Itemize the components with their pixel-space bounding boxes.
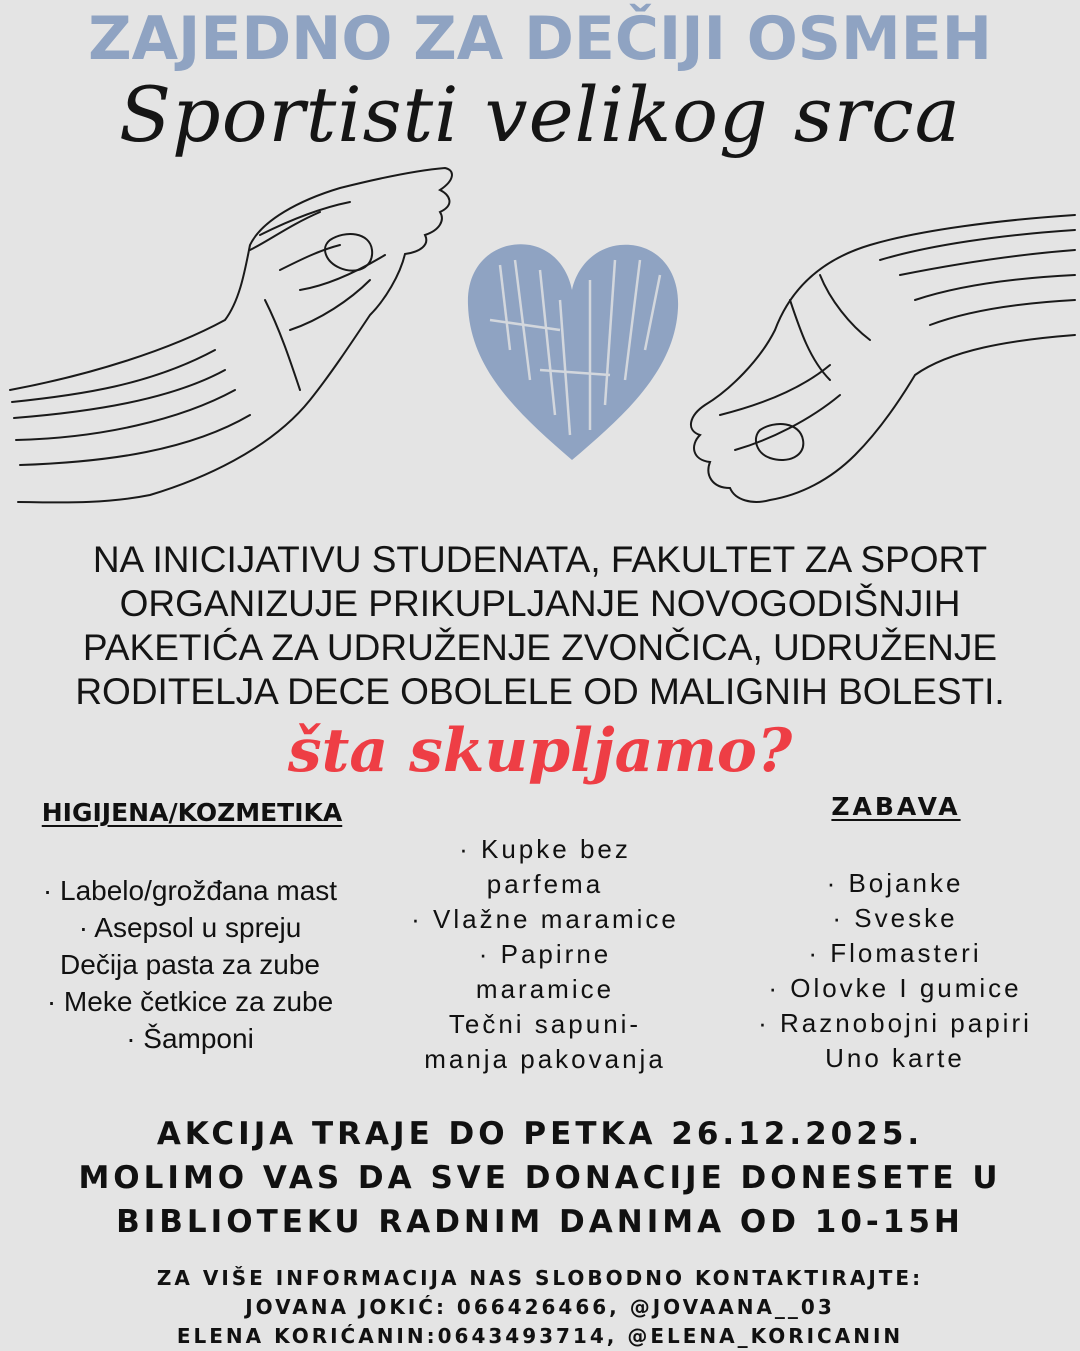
list-item: Uno karte	[825, 1043, 965, 1073]
contact-info	[20, 1264, 1060, 1351]
intro-paragraph	[20, 538, 1060, 714]
contact-line: ZA VIŠE INFORMACIJA NAS SLOBODNO KONTAKTIRAJTE:	[156, 1266, 924, 1290]
hygiene-list	[0, 872, 380, 1057]
section-question: šta skupljamo?	[287, 716, 793, 786]
intro-line: NA INICIJATIVU STUDENATA, FAKULTET ZA SPORT	[92, 539, 988, 580]
contact-line: ELENA KORIĆANIN:0643493714, @ELENA_KORICANIN	[176, 1324, 904, 1348]
intro-line: RODITELJA DECE OBOLELE OD MALIGNIH BOLESTI.	[75, 671, 1005, 712]
fun-list	[720, 866, 1070, 1076]
contact-line: JOVANA JOKIĆ: 066426466, @JOVAANA__03	[245, 1295, 835, 1319]
list-item: · Kupke bez	[459, 834, 631, 864]
fun-heading: ZABAVA	[831, 792, 961, 821]
list-item: Tečni sapuni-	[448, 1009, 642, 1039]
heart-icon	[468, 244, 678, 460]
list-item: · Raznobojni papiri	[758, 1008, 1032, 1038]
list-item: · Papirne	[478, 939, 612, 969]
list-item: maramice	[475, 974, 615, 1004]
list-item: · Šamponi	[126, 1023, 254, 1054]
deadline-line: AKCIJA TRAJE DO PETKA 26.12.2025.	[156, 1116, 924, 1152]
list-item: · Asepsol u spreju	[78, 912, 302, 943]
hygiene-heading: HIGIJENA/KOZMETIKA	[41, 798, 343, 827]
list-item: · Olovke I gumice	[768, 973, 1022, 1003]
list-item: · Sveske	[832, 903, 958, 933]
intro-line: PAKETIĆA ZA UDRUŽENJE ZVONČICA, UDRUŽENJE	[82, 627, 998, 668]
list-item: · Meke četkice za zube	[46, 986, 334, 1017]
right-hand-illustration	[691, 215, 1075, 502]
list-item: parfema	[486, 869, 604, 899]
middle-list	[380, 832, 710, 1077]
hands-illustration	[0, 150, 1080, 530]
poster-subtitle: Sportisti velikog srca	[118, 70, 961, 159]
poster-title: ZAJEDNO ZA DEČIJI OSMEH	[88, 4, 992, 74]
list-item: Dečija pasta za zube	[60, 949, 320, 980]
list-item: · Bojanke	[826, 868, 964, 898]
deadline-line: MOLIMO VAS DA SVE DONACIJE DONESETE U	[78, 1160, 1002, 1196]
left-hand-illustration	[10, 168, 452, 502]
deadline-notice	[20, 1112, 1060, 1244]
list-item: · Flomasteri	[808, 938, 982, 968]
list-item: · Labelo/grožđana mast	[42, 875, 338, 906]
intro-line: ORGANIZUJE PRIKUPLJANJE NOVOGODIŠNJIH	[119, 583, 961, 624]
deadline-line: BIBLIOTEKU RADNIM DANIMA OD 10-15H	[116, 1204, 964, 1240]
list-item: manja pakovanja	[424, 1044, 666, 1074]
list-item: · Vlažne maramice	[411, 904, 679, 934]
